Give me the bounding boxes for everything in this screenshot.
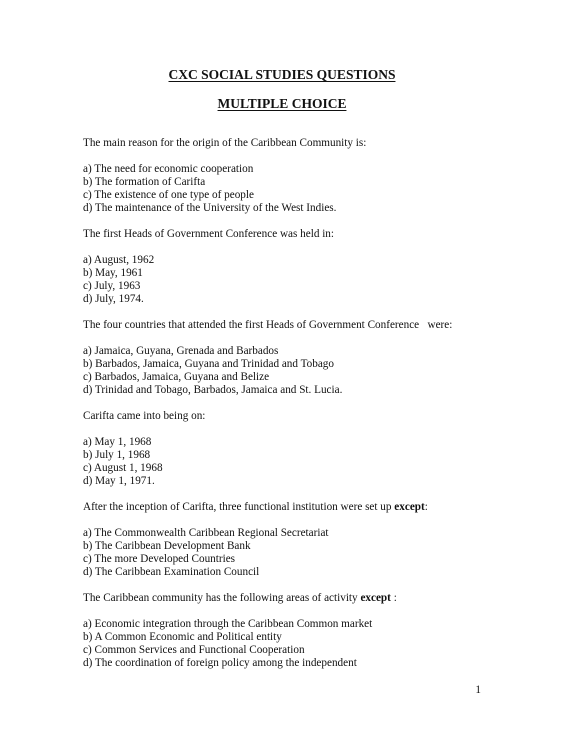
- option-c: c) Barbados, Jamaica, Guyana and Belize: [83, 371, 270, 383]
- option-c: c) Common Services and Functional Cooperation: [83, 644, 305, 656]
- option-c: c) The existence of one type of people: [83, 189, 254, 201]
- question-emphasis: except: [360, 592, 391, 604]
- question-text: [83, 501, 523, 514]
- document-title: CXC SOCIAL STUDIES QUESTIONS: [168, 67, 396, 82]
- option-list: [83, 345, 523, 397]
- option-c: c) July, 1963: [83, 280, 141, 292]
- option-list: [83, 254, 523, 306]
- question-stem: After the inception of Carifta, three functional institution were set up: [83, 501, 395, 513]
- option-list: [83, 163, 523, 215]
- option-b: b) A Common Economic and Political entity: [83, 631, 282, 643]
- question-stem: The four countries that attended the first Heads of Government Conference were:: [83, 319, 453, 331]
- question-text: [83, 410, 523, 423]
- option-a: a) May 1, 1968: [83, 436, 152, 448]
- question-stem: The Caribbean community has the following areas of activity: [83, 592, 361, 604]
- question-text: [83, 137, 523, 150]
- question-4: [83, 410, 523, 488]
- question-3: [83, 319, 523, 397]
- question-text: [83, 592, 523, 605]
- option-c: c) August 1, 1968: [83, 462, 163, 474]
- question-stem: Carifta came into being on:: [83, 410, 206, 422]
- option-a: a) The Commonwealth Caribbean Regional Secretariat: [83, 527, 329, 539]
- question-6: [83, 592, 523, 670]
- option-list: [83, 436, 523, 488]
- question-suffix: :: [390, 592, 397, 604]
- option-c: c) The more Developed Countries: [83, 553, 236, 565]
- option-d: d) Trinidad and Tobago, Barbados, Jamaica and St. Lucia.: [83, 384, 343, 396]
- option-b: b) July 1, 1968: [83, 449, 151, 461]
- option-b: b) Barbados, Jamaica, Guyana and Trinidad and Tobago: [83, 358, 334, 370]
- option-a: a) The need for economic cooperation: [83, 163, 254, 175]
- option-d: d) The maintenance of the University of the West Indies.: [83, 202, 337, 214]
- question-2: [83, 228, 523, 306]
- question-1: [83, 137, 523, 215]
- question-text: [83, 319, 523, 332]
- option-list: [83, 618, 523, 670]
- question-5: [83, 501, 523, 579]
- question-list: [83, 137, 523, 683]
- question-stem: The main reason for the origin of the Caribbean Community is:: [83, 137, 367, 149]
- option-d: d) The Caribbean Examination Council: [83, 566, 260, 578]
- page-number: 1: [475, 684, 481, 696]
- option-d: d) The coordination of foreign policy among the independent: [83, 657, 357, 669]
- option-b: b) The formation of Carifta: [83, 176, 206, 188]
- question-suffix: :: [424, 501, 428, 513]
- option-b: b) The Caribbean Development Bank: [83, 540, 251, 552]
- option-a: a) Economic integration through the Caribbean Common market: [83, 618, 373, 630]
- question-text: [83, 228, 523, 241]
- question-emphasis: except: [394, 501, 425, 513]
- option-d: d) May 1, 1971.: [83, 475, 155, 487]
- option-list: [83, 527, 523, 579]
- question-stem: The first Heads of Government Conference was held in:: [83, 228, 335, 240]
- document-subtitle: MULTIPLE CHOICE: [217, 96, 347, 111]
- option-a: a) August, 1962: [83, 254, 155, 266]
- option-b: b) May, 1961: [83, 267, 143, 279]
- option-d: d) July, 1974.: [83, 293, 144, 305]
- option-a: a) Jamaica, Guyana, Grenada and Barbados: [83, 345, 279, 357]
